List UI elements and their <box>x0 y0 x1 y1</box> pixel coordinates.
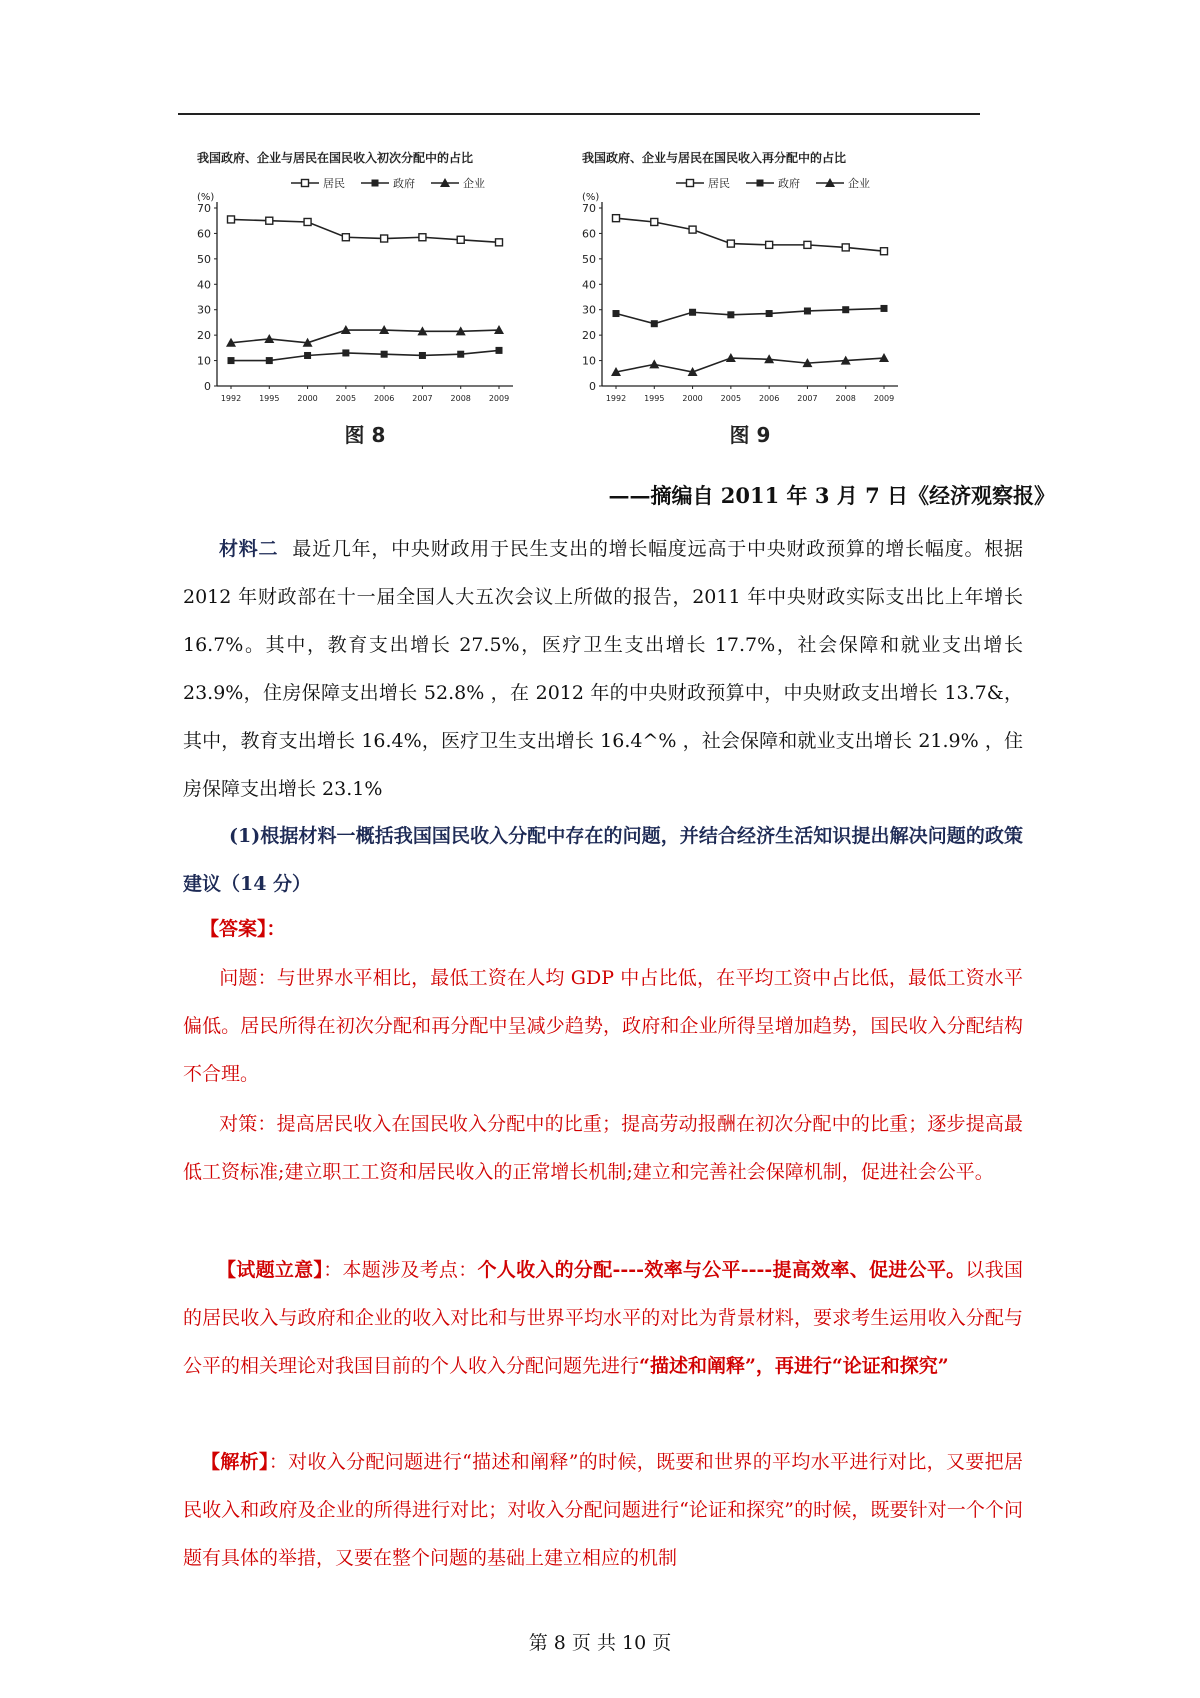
chart-title: 我国政府、企业与居民在国民收入初次分配中的占比 <box>197 151 474 165</box>
data-point <box>613 310 620 317</box>
y-tick-label: 50 <box>582 252 596 266</box>
data-point <box>881 248 888 255</box>
y-tick-label: 70 <box>197 202 211 215</box>
legend-label: 政府 <box>393 177 415 190</box>
analysis-text: ：对收入分配问题进行“描述和阐释”的时候，既要和世界的平均水平进行对比，又要把居民收入和政府及企业的所得进行对比；对收入分配问题进行“论证和探究”的时候，既要针对一个个问题有具体的举措，又要在整个问题的基础上建立相应的机制 <box>183 1451 1023 1569</box>
y-tick-label: 30 <box>582 303 596 317</box>
chart-figure-9 <box>580 150 920 450</box>
data-point <box>342 349 349 356</box>
legend-marker <box>372 180 379 187</box>
data-point <box>381 351 388 358</box>
legend-label: 政府 <box>778 177 800 190</box>
x-tick-label: 1992 <box>220 394 242 403</box>
x-tick-label: 2007 <box>797 394 818 403</box>
legend-label: 企业 <box>848 177 870 190</box>
y-tick-label: 10 <box>582 354 596 368</box>
y-unit-label: (%) <box>197 192 215 203</box>
data-point <box>804 241 811 248</box>
x-tick-label: 1995 <box>259 394 280 403</box>
figure-caption: 图 9 <box>729 423 771 447</box>
data-point <box>381 235 388 242</box>
analysis <box>183 1438 1023 1582</box>
x-tick-label: 2008 <box>450 394 471 403</box>
x-tick-label: 2006 <box>373 394 395 403</box>
x-tick-label: 1992 <box>605 394 627 403</box>
y-tick-label: 60 <box>582 227 596 241</box>
y-tick-label: 10 <box>197 354 211 368</box>
data-point <box>727 240 734 247</box>
y-tick-label: 20 <box>582 329 596 343</box>
data-point <box>649 359 659 368</box>
data-point <box>304 352 311 359</box>
x-tick-label: 2007 <box>412 394 433 403</box>
x-tick-label: 2000 <box>297 394 318 403</box>
material-two-label: 材料二 <box>219 538 279 560</box>
figure-caption: 图 8 <box>344 423 386 447</box>
x-tick-label: 1995 <box>644 394 665 403</box>
data-point <box>804 307 811 314</box>
y-tick-label: 50 <box>197 252 211 266</box>
legend-marker <box>757 180 764 187</box>
answer-policy <box>183 1100 1023 1196</box>
y-tick-label: 0 <box>589 380 596 393</box>
intent-heading: 【试题立意】 <box>217 1259 324 1281</box>
legend-label: 企业 <box>463 177 485 190</box>
y-tick-label: 20 <box>197 329 211 343</box>
intent-bold2: “描述和阐释”，再进行“论证和探究” <box>639 1355 949 1377</box>
data-point <box>881 305 888 312</box>
header-rule <box>178 113 980 115</box>
source-citation: ——摘编自 2011 年 3 月 7 日《经济观察报》 <box>608 483 1055 508</box>
data-point <box>842 306 849 313</box>
data-point <box>651 218 658 225</box>
data-point <box>613 215 620 222</box>
data-point <box>457 236 464 243</box>
data-point <box>342 234 349 241</box>
legend-label: 居民 <box>323 177 345 190</box>
data-point <box>651 320 658 327</box>
y-tick-label: 40 <box>197 278 211 292</box>
chart-title: 我国政府、企业与居民在国民收入再分配中的占比 <box>582 151 847 165</box>
y-tick-label: 30 <box>197 303 211 317</box>
question-text: (1)根据材料一概括我国国民收入分配中存在的问题，并结合经济生活知识提出解决问题的政策建议（14 分） <box>183 825 1023 895</box>
chart-figure-9-svg <box>580 150 920 450</box>
data-point <box>304 218 311 225</box>
y-tick-label: 40 <box>582 278 596 292</box>
data-point <box>689 226 696 233</box>
data-point <box>228 357 235 364</box>
y-tick-label: 70 <box>582 202 596 215</box>
intent-bold1: 个人收入的分配----效率与公平----提高效率、促进公平。 <box>477 1259 966 1281</box>
data-point <box>766 241 773 248</box>
data-point <box>419 234 426 241</box>
x-tick-label: 2005 <box>335 394 357 403</box>
question-1 <box>183 812 1023 908</box>
x-tick-label: 2005 <box>720 394 742 403</box>
data-point <box>266 217 273 224</box>
intent-part1: ：本题涉及考点： <box>323 1259 478 1281</box>
data-point <box>727 311 734 318</box>
figure-block <box>195 150 1055 510</box>
x-tick-label: 2000 <box>682 394 703 403</box>
legend-label: 居民 <box>708 177 730 190</box>
data-point <box>264 334 274 343</box>
intent-part2: 以我国的居民收入与政府和企业的收入对比和与世界平均水平的对比为背景材料，要求考生运用收入分配与公平的相关理论对我国目前的个人收入分配问题先进行 <box>183 1259 1023 1377</box>
page-number: 第 8 页 共 10 页 <box>528 1632 672 1654</box>
data-point <box>842 244 849 251</box>
material-two-text: 最近几年，中央财政用于民生支出的增长幅度远高于中央财政预算的增长幅度。根据 2012 年财政部在十一届全国人大五次会议上所做的报告，2011 年中央财政实际支出比上年增长 16.7%。其中，教育支出增长 27.5%，医疗卫生支出增长 17.7%，社会保障和就业支出增长 23.9%，住房保障支出增长 52.8% ，在 2012 年的中央财政预算中，中央财政支出增长 13.7&，其中，教育支出增长 16.4%，医疗卫生支出增长 16.4^% ，社会保障和就业支出增长 21.9% ，住房保障支出增长 23.1% <box>183 538 1023 800</box>
chart-figure-8-svg <box>195 150 535 450</box>
answer-problem <box>183 954 1023 1098</box>
y-tick-label: 0 <box>204 380 211 393</box>
data-point <box>496 239 503 246</box>
data-point <box>228 216 235 223</box>
data-point <box>419 352 426 359</box>
y-tick-label: 60 <box>197 227 211 241</box>
legend-marker <box>687 180 694 187</box>
y-unit-label: (%) <box>582 192 600 203</box>
data-point <box>766 310 773 317</box>
x-tick-label: 2009 <box>873 394 895 403</box>
answer-problem-text: 问题：与世界水平相比，最低工资在人均 GDP 中占比低，在平均工资中占比低，最低工资水平偏低。居民所得在初次分配和再分配中呈减少趋势，政府和企业所得呈增加趋势，国民收入分配结构不合理。 <box>183 967 1023 1085</box>
legend-marker <box>302 180 309 187</box>
data-point <box>266 357 273 364</box>
x-tick-label: 2009 <box>488 394 510 403</box>
data-point <box>457 351 464 358</box>
question-intent <box>183 1246 1023 1390</box>
answer-heading: 【答案】： <box>200 918 286 940</box>
material-two <box>183 525 1023 813</box>
answer-policy-text: 对策：提高居民收入在国民收入分配中的比重；提高劳动报酬在初次分配中的比重；逐步提高最低工资标准;建立职工工资和居民收入的正常增长机制;建立和完善社会保障机制，促进社会公平。 <box>183 1113 1023 1183</box>
chart-figure-8 <box>195 150 535 450</box>
data-point <box>689 309 696 316</box>
x-tick-label: 2008 <box>835 394 856 403</box>
analysis-heading: 【解析】 <box>201 1451 269 1473</box>
data-point <box>496 347 503 354</box>
x-tick-label: 2006 <box>758 394 780 403</box>
